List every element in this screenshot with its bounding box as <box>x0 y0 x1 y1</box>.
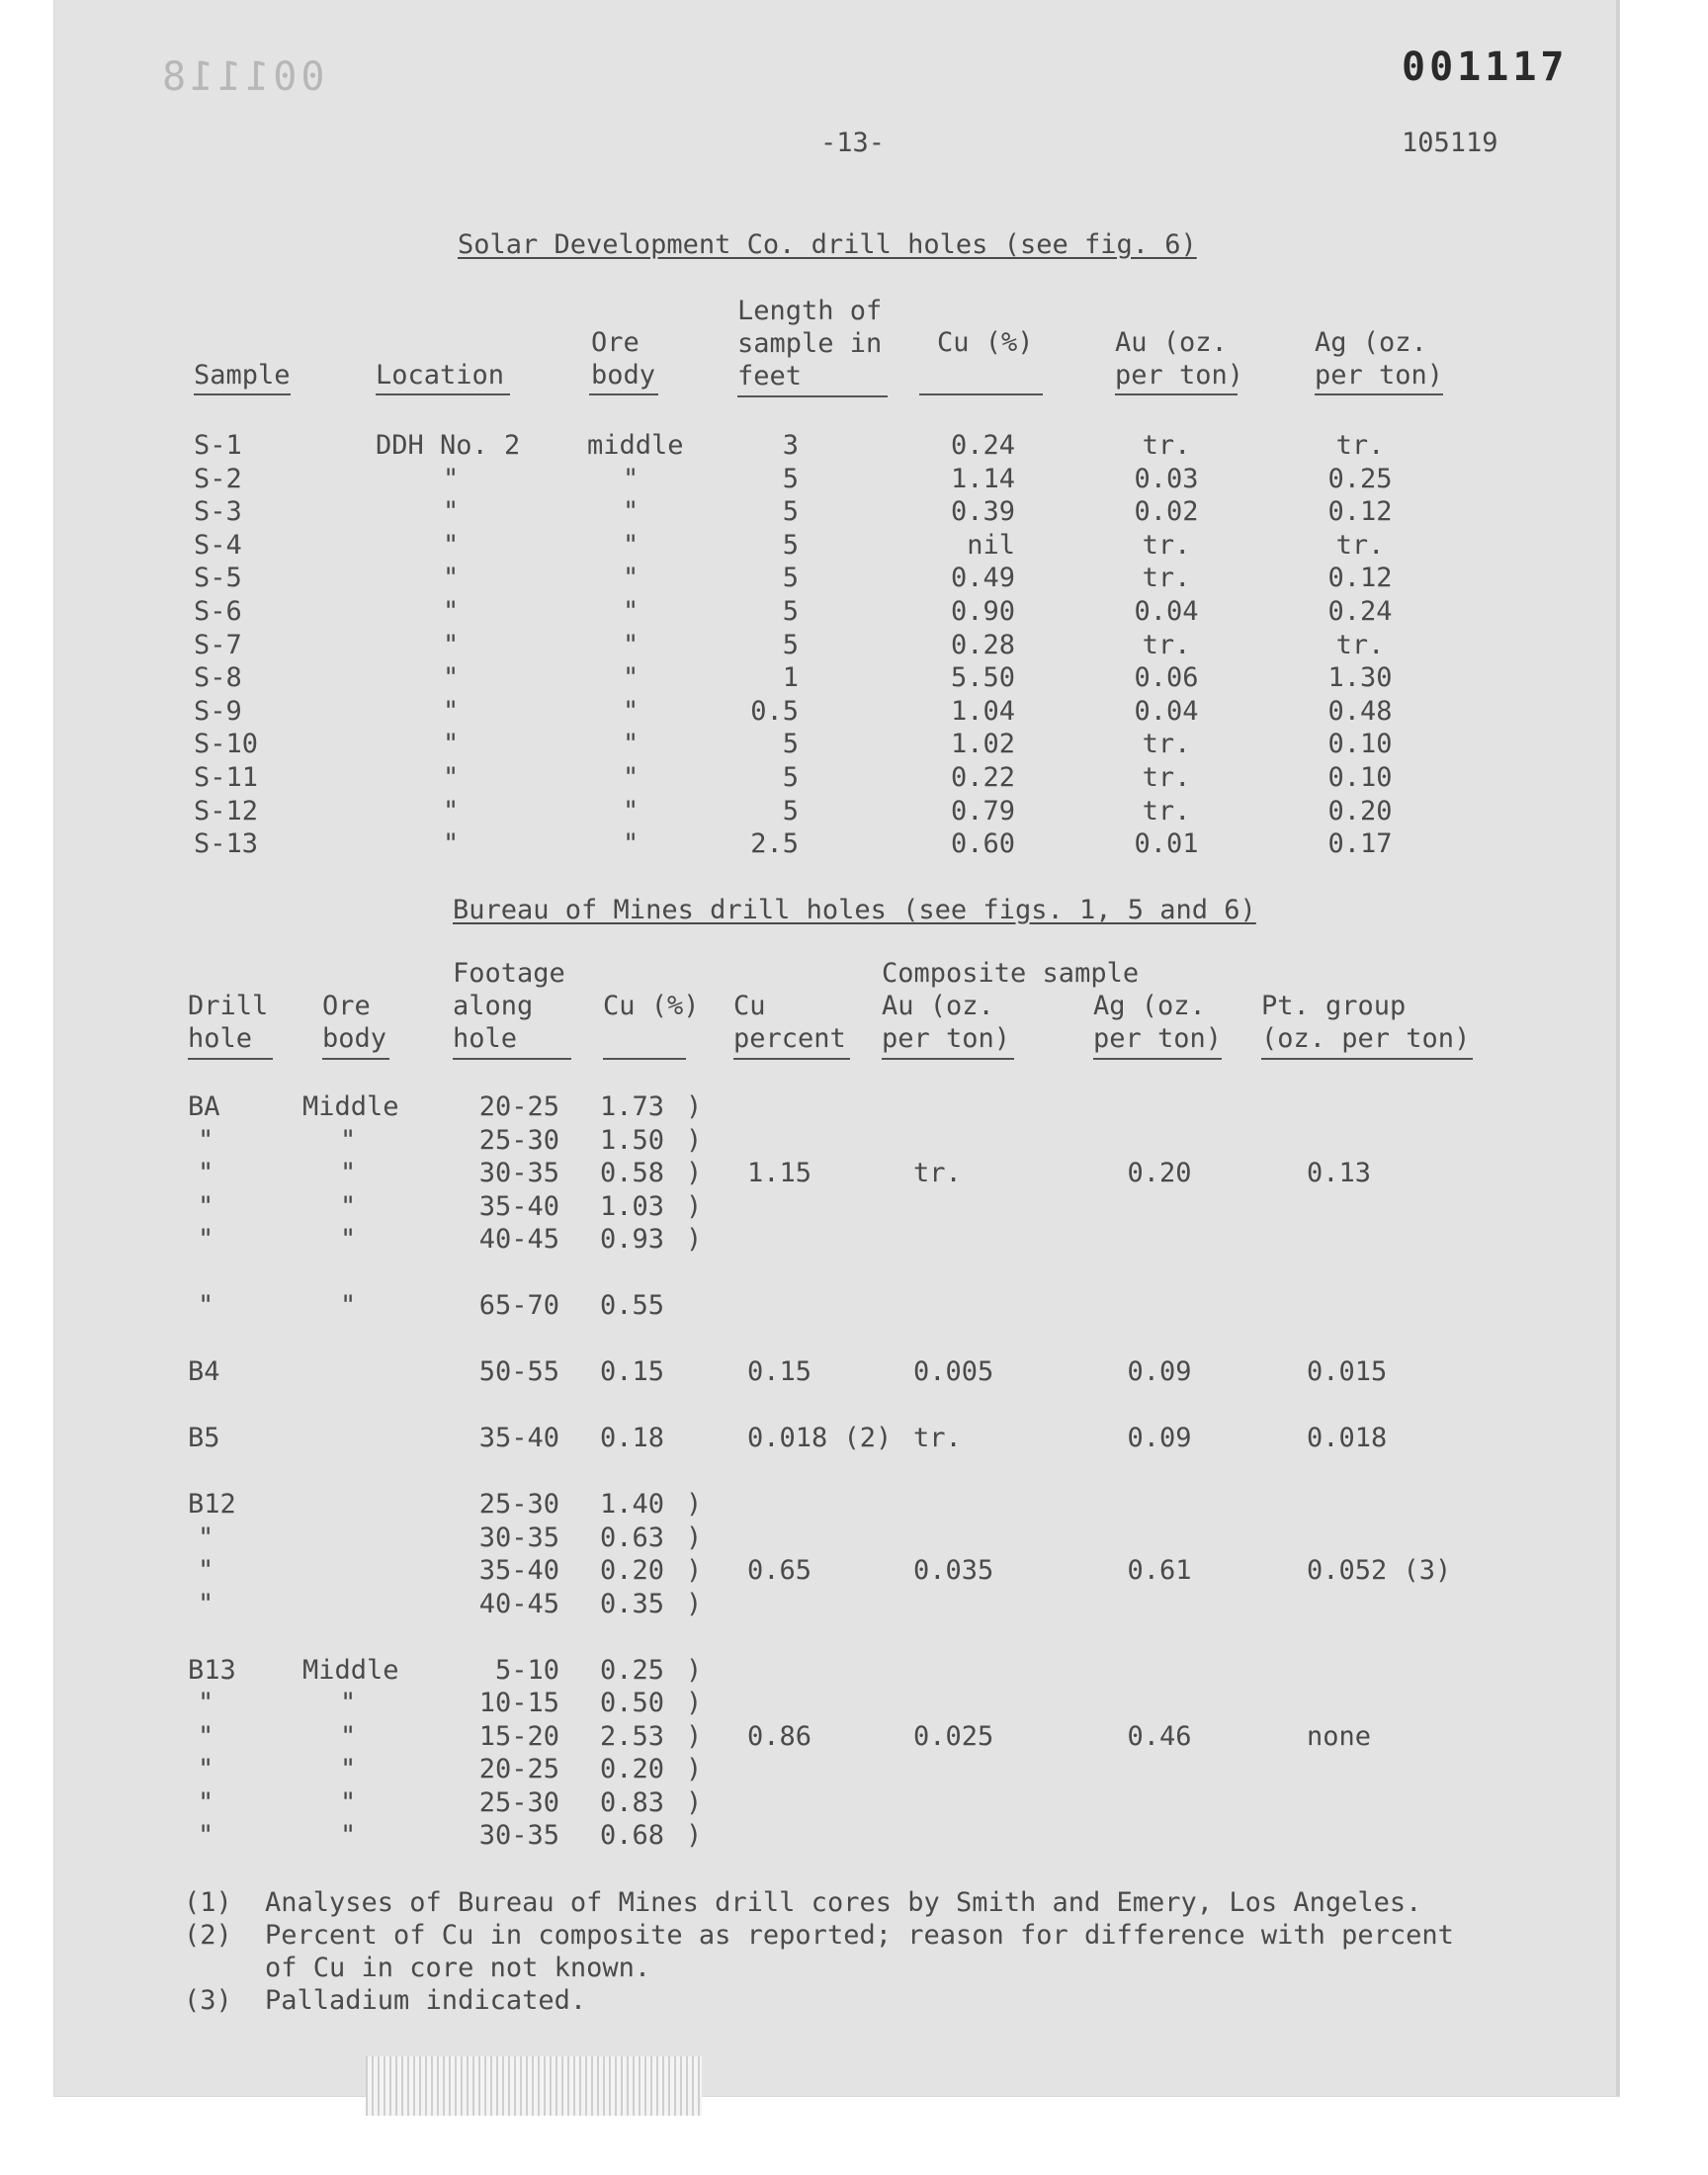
solar-au: 0.01 <box>1134 828 1199 860</box>
col-header-ore-body: body <box>322 1023 387 1054</box>
bureau-cu: 0.25 <box>599 1654 664 1686</box>
bureau-cu: 1.50 <box>599 1124 664 1156</box>
composite-pt-group: 0.015 <box>1307 1356 1388 1387</box>
solar-cu: nil <box>967 529 1015 561</box>
bureau-cu: 1.40 <box>599 1489 664 1520</box>
doc-number: 001117 <box>1402 44 1569 90</box>
solar-sample-id: S-1 <box>194 430 242 461</box>
bureau-drill-hole: " <box>198 1555 214 1586</box>
bracket-mark: ) <box>686 1091 703 1122</box>
solar-cu: 0.24 <box>950 430 1015 461</box>
solar-cu: 1.14 <box>950 463 1015 494</box>
col-header-length: feet <box>737 361 803 392</box>
solar-ore-body: " <box>623 596 640 627</box>
bureau-cu: 0.68 <box>599 1820 664 1851</box>
solar-ore-body: " <box>623 496 640 528</box>
bureau-drill-hole: B5 <box>188 1423 220 1453</box>
solar-location: " <box>443 629 460 660</box>
header-underline <box>589 393 658 395</box>
solar-ore-body: " <box>623 762 640 793</box>
header-underline <box>1315 393 1443 395</box>
solar-ag: 0.24 <box>1327 596 1393 627</box>
bureau-table-title: Bureau of Mines drill holes (see figs. 1, 5 and 6) <box>453 895 1256 925</box>
col-header-au: Au (oz. <box>1115 327 1228 358</box>
solar-location: " <box>443 563 460 594</box>
solar-location: " <box>443 828 460 860</box>
bureau-cu: 2.53 <box>599 1720 664 1752</box>
bureau-cu: 1.03 <box>599 1190 664 1222</box>
bureau-footage: 40-45 <box>478 1224 559 1255</box>
col-header-ore-body: body <box>591 360 656 391</box>
bracket-mark: ) <box>686 1522 703 1553</box>
solar-ore-body: " <box>623 828 640 860</box>
bracket-mark: ) <box>686 1158 703 1188</box>
solar-sample-id: S-10 <box>194 729 259 760</box>
footnote-text: Palladium indicated. <box>265 1985 587 2016</box>
col-header-drill-hole: hole <box>188 1023 253 1054</box>
solar-location: DDH No. 2 <box>376 430 521 461</box>
bureau-footage: 25-30 <box>478 1786 559 1818</box>
bureau-drill-hole: " <box>198 1720 214 1752</box>
bureau-cu: 0.83 <box>599 1786 664 1818</box>
solar-ag: 0.10 <box>1327 729 1393 760</box>
solar-au: tr. <box>1142 629 1191 660</box>
solar-length: 5 <box>782 529 799 561</box>
composite-sample-label: Composite sample <box>882 958 1140 989</box>
solar-sample-id: S-7 <box>194 629 242 660</box>
header-underline <box>882 1058 1014 1060</box>
bracket-mark: ) <box>686 1720 703 1752</box>
solar-ore-body: " <box>623 695 640 727</box>
footnote-text: Analyses of Bureau of Mines drill cores by Smith and Emery, Los Angeles. <box>265 1887 1422 1918</box>
bracket-mark: ) <box>686 1688 703 1718</box>
solar-location: " <box>443 596 460 627</box>
bureau-ore-body: Middle <box>302 1091 399 1122</box>
solar-au: tr. <box>1142 729 1191 760</box>
solar-cu: 1.02 <box>950 729 1015 760</box>
composite-au: 0.025 <box>913 1720 994 1752</box>
composite-ag: 0.09 <box>1127 1423 1192 1453</box>
col-header-sample: Sample <box>194 360 291 391</box>
solar-au: 0.02 <box>1134 496 1199 528</box>
bureau-drill-hole: " <box>198 1820 214 1851</box>
solar-au: tr. <box>1142 430 1191 461</box>
reference-number: 105119 <box>1402 128 1498 158</box>
col-header-cu: Cu (%) <box>937 327 1034 358</box>
header-underline <box>453 1058 571 1060</box>
composite-cu: 0.65 <box>747 1555 812 1586</box>
solar-length: 5 <box>782 795 799 826</box>
solar-au: tr. <box>1142 529 1191 561</box>
solar-ore-body: " <box>623 629 640 660</box>
solar-length: 5 <box>782 596 799 627</box>
solar-length: 5 <box>782 496 799 528</box>
bureau-drill-hole: " <box>198 1522 214 1553</box>
bureau-drill-hole: B12 <box>188 1489 236 1520</box>
col-header-length: sample in <box>737 328 883 359</box>
header-underline <box>194 393 291 395</box>
solar-cu: 5.50 <box>950 662 1015 694</box>
header-underline <box>188 1058 273 1060</box>
bureau-cu: 0.58 <box>599 1158 664 1188</box>
solar-location: " <box>443 529 460 561</box>
bureau-footage: 25-30 <box>478 1489 559 1520</box>
footnote-text: of Cu in core not known. <box>265 1953 651 1983</box>
solar-location: " <box>443 762 460 793</box>
bureau-ore-body: " <box>340 1124 357 1156</box>
bracket-mark: ) <box>686 1654 703 1686</box>
solar-au: tr. <box>1142 795 1191 826</box>
composite-au: 0.005 <box>913 1356 994 1387</box>
bureau-drill-hole: " <box>198 1688 214 1718</box>
solar-length: 5 <box>782 463 799 494</box>
composite-pt-group: 0.052 (3) <box>1307 1555 1452 1586</box>
bureau-footage: 5-10 <box>494 1654 559 1686</box>
col-header-ore-body: Ore <box>322 991 371 1021</box>
solar-ag: 0.25 <box>1327 463 1393 494</box>
bracket-mark: ) <box>686 1190 703 1222</box>
bureau-footage: 40-45 <box>478 1588 559 1619</box>
footnote-number: (3) <box>184 1985 232 2016</box>
solar-location: " <box>443 695 460 727</box>
solar-location: " <box>443 795 460 826</box>
bureau-cu: 0.15 <box>599 1356 664 1387</box>
page-number: -13- <box>820 128 886 158</box>
solar-au: 0.04 <box>1134 695 1199 727</box>
bureau-footage: 25-30 <box>478 1124 559 1156</box>
footnote-number: (1) <box>184 1887 232 1918</box>
solar-ag: 0.12 <box>1327 496 1393 528</box>
solar-length: 0.5 <box>750 695 799 727</box>
bureau-cu: 0.20 <box>599 1555 664 1586</box>
bureau-footage: 20-25 <box>478 1754 559 1784</box>
solar-sample-id: S-8 <box>194 662 242 694</box>
col-header-ore-body: Ore <box>591 327 640 358</box>
header-underline <box>603 1058 686 1060</box>
col-header-length: Length of <box>737 296 883 326</box>
bureau-drill-hole: " <box>198 1290 214 1321</box>
bracket-mark: ) <box>686 1124 703 1156</box>
solar-sample-id: S-13 <box>194 828 259 860</box>
bureau-footage: 30-35 <box>478 1158 559 1188</box>
composite-cu: 0.15 <box>747 1356 812 1387</box>
solar-sample-id: S-11 <box>194 762 259 793</box>
bureau-footage: 30-35 <box>478 1820 559 1851</box>
solar-sample-id: S-12 <box>194 795 259 826</box>
composite-ag: 0.09 <box>1127 1356 1192 1387</box>
col-header-ag: per ton) <box>1315 360 1444 391</box>
solar-length: 5 <box>782 629 799 660</box>
bureau-footage: 35-40 <box>478 1423 559 1453</box>
solar-ag: tr. <box>1335 529 1385 561</box>
bracket-mark: ) <box>686 1786 703 1818</box>
bracket-mark: ) <box>686 1588 703 1619</box>
composite-ag: 0.61 <box>1127 1555 1192 1586</box>
bureau-cu: 0.50 <box>599 1688 664 1718</box>
bureau-ore-body: Middle <box>302 1654 399 1686</box>
col-header-drill-hole: Drill <box>188 991 269 1021</box>
solar-length: 3 <box>782 430 799 461</box>
bureau-ore-body: " <box>340 1190 357 1222</box>
col-header-au: per ton) <box>1115 360 1244 391</box>
bureau-ore-body: " <box>340 1820 357 1851</box>
solar-length: 5 <box>782 762 799 793</box>
solar-length: 1 <box>782 662 799 694</box>
bracket-mark: ) <box>686 1754 703 1784</box>
solar-ore-body: " <box>623 729 640 760</box>
solar-ag: 0.48 <box>1327 695 1393 727</box>
solar-ag: 0.10 <box>1327 762 1393 793</box>
solar-ag: 0.20 <box>1327 795 1393 826</box>
bureau-drill-hole: " <box>198 1786 214 1818</box>
solar-length: 5 <box>782 729 799 760</box>
composite-cu: 1.15 <box>747 1158 812 1188</box>
solar-sample-id: S-2 <box>194 463 242 494</box>
bureau-ore-body: " <box>340 1290 357 1321</box>
solar-ore-body: " <box>623 529 640 561</box>
col-header-cu: Cu (%) <box>603 991 700 1021</box>
bureau-footage: 35-40 <box>478 1190 559 1222</box>
solar-location: " <box>443 496 460 528</box>
col-header-cu-percent: Cu <box>733 991 766 1021</box>
header-underline <box>1115 393 1238 395</box>
col-header-footage: hole <box>453 1023 518 1054</box>
solar-sample-id: S-4 <box>194 529 242 561</box>
header-underline <box>376 393 510 395</box>
composite-au: tr. <box>913 1423 962 1453</box>
col-header-comp-au: Au (oz. <box>882 991 994 1021</box>
bureau-cu: 0.63 <box>599 1522 664 1553</box>
bracket-mark: ) <box>686 1820 703 1851</box>
solar-cu: 0.60 <box>950 828 1015 860</box>
solar-sample-id: S-6 <box>194 596 242 627</box>
solar-table-title: Solar Development Co. drill holes (see fig. 6) <box>458 229 1197 260</box>
bureau-ore-body: " <box>340 1786 357 1818</box>
col-header-footage: along <box>453 991 534 1021</box>
composite-ag: 0.46 <box>1127 1720 1192 1752</box>
bureau-drill-hole: " <box>198 1158 214 1188</box>
bureau-cu: 0.18 <box>599 1423 664 1453</box>
solar-au: tr. <box>1142 563 1191 594</box>
footnote-text: Percent of Cu in composite as reported; reason for difference with percent <box>265 1920 1454 1951</box>
bureau-cu: 1.73 <box>599 1091 664 1122</box>
bureau-footage: 15-20 <box>478 1720 559 1752</box>
solar-cu: 0.90 <box>950 596 1015 627</box>
solar-ag: 1.30 <box>1327 662 1393 694</box>
bureau-footage: 10-15 <box>478 1688 559 1718</box>
bureau-footage: 65-70 <box>478 1290 559 1321</box>
col-header-comp-ag: per ton) <box>1093 1023 1223 1054</box>
col-header-comp-au: per ton) <box>882 1023 1011 1054</box>
composite-au: 0.035 <box>913 1555 994 1586</box>
col-header-footage: Footage <box>453 958 565 989</box>
bracket-mark: ) <box>686 1224 703 1255</box>
header-underline <box>322 1058 389 1060</box>
bureau-drill-hole: BA <box>188 1091 220 1122</box>
header-underline <box>919 393 1043 395</box>
bureau-drill-hole: " <box>198 1124 214 1156</box>
ghost-doc-number: 001118 <box>158 54 325 100</box>
bureau-ore-body: " <box>340 1754 357 1784</box>
solar-sample-id: S-3 <box>194 496 242 528</box>
bureau-footage: 20-25 <box>478 1091 559 1122</box>
solar-ag: tr. <box>1335 629 1385 660</box>
solar-cu: 0.39 <box>950 496 1015 528</box>
bureau-footage: 30-35 <box>478 1522 559 1553</box>
header-underline <box>737 395 888 397</box>
composite-ag: 0.20 <box>1127 1158 1192 1188</box>
solar-location: " <box>443 729 460 760</box>
col-header-location: Location <box>376 360 505 391</box>
bureau-ore-body: " <box>340 1158 357 1188</box>
bureau-ore-body: " <box>340 1224 357 1255</box>
composite-cu: 0.86 <box>747 1720 812 1752</box>
solar-cu: 0.28 <box>950 629 1015 660</box>
solar-length: 5 <box>782 563 799 594</box>
solar-cu: 0.22 <box>950 762 1015 793</box>
composite-pt-group: 0.018 <box>1307 1423 1388 1453</box>
bureau-drill-hole: " <box>198 1224 214 1255</box>
col-header-pt-group: Pt. group <box>1261 991 1407 1021</box>
solar-sample-id: S-5 <box>194 563 242 594</box>
solar-cu: 1.04 <box>950 695 1015 727</box>
solar-location: " <box>443 662 460 694</box>
solar-ore-body: " <box>623 563 640 594</box>
bureau-footage: 50-55 <box>478 1356 559 1387</box>
solar-au: 0.04 <box>1134 596 1199 627</box>
col-header-comp-ag: Ag (oz. <box>1093 991 1206 1021</box>
header-underline <box>1093 1058 1222 1060</box>
bureau-ore-body: " <box>340 1720 357 1752</box>
col-header-ag: Ag (oz. <box>1315 327 1427 358</box>
solar-ore-body: " <box>623 662 640 694</box>
bureau-cu: 0.35 <box>599 1588 664 1619</box>
bureau-cu: 0.20 <box>599 1754 664 1784</box>
col-header-pt-group: (oz. per ton) <box>1261 1023 1471 1054</box>
solar-ag: tr. <box>1335 430 1385 461</box>
bureau-drill-hole: " <box>198 1754 214 1784</box>
solar-au: 0.03 <box>1134 463 1199 494</box>
solar-sample-id: S-9 <box>194 695 242 727</box>
solar-cu: 0.49 <box>950 563 1015 594</box>
composite-au: tr. <box>913 1158 962 1188</box>
solar-cu: 0.79 <box>950 795 1015 826</box>
scan-edge-artifact <box>366 2056 702 2116</box>
solar-length: 2.5 <box>750 828 799 860</box>
solar-ore-body: " <box>623 463 640 494</box>
solar-location: " <box>443 463 460 494</box>
footnote-number: (2) <box>184 1920 232 1951</box>
bureau-drill-hole: " <box>198 1190 214 1222</box>
solar-ag: 0.12 <box>1327 563 1393 594</box>
composite-pt-group: 0.13 <box>1307 1158 1372 1188</box>
bureau-cu: 0.55 <box>599 1290 664 1321</box>
header-underline <box>733 1058 850 1060</box>
solar-au: 0.06 <box>1134 662 1199 694</box>
solar-au: tr. <box>1142 762 1191 793</box>
bureau-cu: 0.93 <box>599 1224 664 1255</box>
bureau-ore-body: " <box>340 1688 357 1718</box>
solar-ore-body: " <box>623 795 640 826</box>
composite-pt-group: none <box>1307 1720 1372 1752</box>
bureau-drill-hole: B4 <box>188 1356 220 1387</box>
solar-ag: 0.17 <box>1327 828 1393 860</box>
composite-cu: 0.018 (2) <box>747 1423 893 1453</box>
col-header-cu-percent: percent <box>733 1023 846 1054</box>
header-underline <box>1261 1058 1473 1060</box>
bureau-footage: 35-40 <box>478 1555 559 1586</box>
bureau-drill-hole: " <box>198 1588 214 1619</box>
bracket-mark: ) <box>686 1555 703 1586</box>
solar-ore-body: middle <box>587 430 684 461</box>
bureau-drill-hole: B13 <box>188 1654 236 1686</box>
bracket-mark: ) <box>686 1489 703 1520</box>
